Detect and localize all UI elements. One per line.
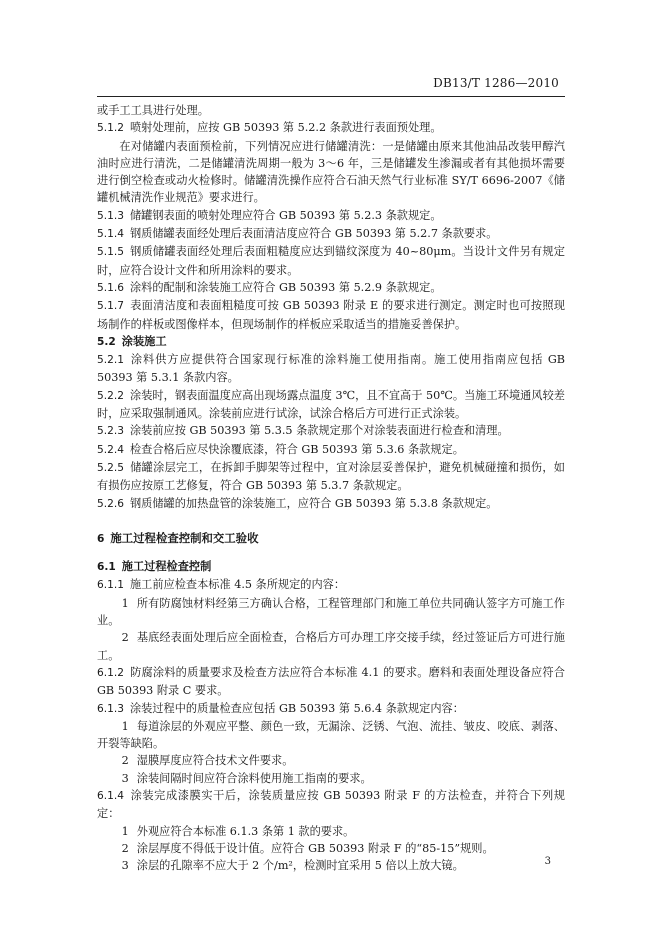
clause-paragraph [97,700,565,718]
clause-number: 5.1.2 [97,122,124,135]
clause-text: 施工过程检查控制和交工验收 [110,530,259,545]
clause-text: 涂层的孔隙率不应大于 2 个/m²，检测时宜采用 5 倍以上放大镜。 [136,859,464,873]
spacer [97,548,565,558]
clause-text: 防腐涂料的质量要求及检查方法应符合本标准 4.1 的要求。磨料和表面处理设备应符合 GB 50393 附录 C 要求。 [97,665,565,698]
clause-text: 所有防腐蚀材料经第三方确认合格，工程管理部门和施工单位共同确认签字方可施工作业。 [97,596,565,628]
clause-number: 5.2.6 [97,497,124,510]
list-item [97,770,565,787]
section-heading [97,530,565,548]
clause-number: 6 [97,532,105,545]
clause-text: 涂装间隔时间应符合涂料使用施工指南的要求。 [136,771,372,785]
list-item [97,629,565,664]
clause-number: 1 [121,596,129,610]
clause-paragraph [97,387,565,423]
clause-number: 5.2.5 [97,461,124,474]
clause-text: 检查合格后应尽快涂覆底漆，符合 GB 50393 第 5.3.6 条款规定。 [129,442,464,456]
clause-paragraph [97,495,565,513]
clause-paragraph [97,119,565,137]
clause-number: 6.1 [97,561,116,574]
clause-number: 2 [121,841,129,855]
clause-text: 涂层厚度不得低于设计值。应符合 GB 50393 附录 F 的“85-15”规则。 [136,841,494,855]
clause-text: 涂装过程中的质量检查应包括 GB 50393 第 5.6.4 条款规定内容： [129,701,464,715]
clause-number: 5.1.5 [97,246,124,259]
clause-number: 3 [121,859,129,873]
list-item [97,840,565,857]
clause-text: 或手工工具进行处理。 [97,104,209,117]
subsection-heading [97,558,565,576]
clause-paragraph [97,459,565,495]
header-rule [97,96,565,97]
clause-number: 5.2.3 [97,425,124,438]
clause-text: 涂料供方应提供符合国家现行标准的涂料施工使用指南。施工使用指南应包括 GB 50393 第 5.3.1 条款内容。 [97,353,565,385]
clause-number: 2 [121,631,129,645]
list-item [97,718,565,753]
clause-text: 涂料的配制和涂装施工应符合 GB 50393 第 5.2.9 条款规定。 [129,280,442,294]
clause-number: 5.2.2 [97,389,124,402]
clause-text: 涂装前应按 GB 50393 第 5.3.5 条款规定那个对涂装表面进行检查和清理。 [129,424,509,438]
document-body [97,102,565,874]
clause-paragraph [97,225,565,243]
clause-number: 2 [121,754,129,768]
clause-number: 5.1.7 [97,300,124,313]
clause-paragraph [97,243,565,279]
clause-number: 5.1.6 [97,281,124,294]
clause-number: 6.1.2 [97,666,124,679]
list-item [97,595,565,630]
clause-paragraph [97,664,565,700]
clause-paragraph [97,787,565,823]
clause-number: 5.2 [97,335,116,348]
clause-paragraph [97,576,565,594]
clause-text: 储罐涂层完工，在拆卸手脚架等过程中，宜对涂层妥善保护，避免机械碰撞和损伤，如有损伤应按原工艺修复，符合 GB 50393 第 5.3.7 条款规定。 [97,460,565,493]
list-item [97,857,565,874]
clause-text: 每道涂层的外观应平整、颜色一致，无漏涂、泛锈、气泡、流挂、皱皮、咬底、剥落、开裂等缺陷。 [97,719,565,751]
clause-paragraph [97,207,565,225]
clause-number: 5.1.3 [97,209,124,222]
clause-text: 施工过程检查控制 [121,560,212,574]
clause-text: 湿膜厚度应符合技术文件要求。 [136,754,294,768]
list-item [97,752,565,769]
clause-text: 钢质储罐的加热盘管的涂装施工，应符合 GB 50393 第 5.3.8 条款规定。 [129,496,498,510]
clause-paragraph [97,441,565,459]
clause-text: 涂装完成漆膜实干后，涂装质量应按 GB 50393 附录 F 的方法检查，并符合下列规定： [97,788,565,821]
clause-text: 施工前应检查本标准 4.5 条所规定的内容： [129,578,346,592]
subsection-heading [97,333,565,351]
clause-text: 喷射处理前，应按 GB 50393 第 5.2.2 条款进行表面预处理。 [129,121,442,135]
paragraph [97,138,565,207]
clause-number: 5.1.4 [97,228,124,241]
clause-number: 6.1.1 [97,579,124,592]
clause-text: 钢质储罐表面经处理后表面粗糙度应达到锚纹深度为 40~80μm。当设计文件另有规定时，应符合设计文件和所用涂料的要求。 [97,245,565,277]
clause-number: 5.2.1 [97,354,124,367]
document-code-header: DB13/T 1286—2010 [433,76,559,90]
spacer [97,513,565,530]
clause-text: 在对储罐内表面预检前，下列情况应进行储罐清洗：一是储罐由原来其他油品改装甲醇汽油时应进行清洗，二是储罐清洗周期一般为 3～6 年，三是储罐发生渗漏或者有其他损坏需要进行倒空检查或动火检修时。储罐清洗操作应符合石油天然气行业标准 SY/T 6696-2007《储罐机械清洗作业规范》要求进行。 [97,139,565,205]
clause-number: 1 [121,824,129,838]
clause-number: 3 [121,771,129,785]
clause-number: 6.1.4 [97,789,124,802]
clause-text: 外观应符合本标准 6.1.3 条第 1 款的要求。 [136,824,355,838]
clause-text: 表面清洁度和表面粗糙度可按 GB 50393 附录 E 的要求进行测定。测定时也可按照现场制作的样板或图像样本，但现场制作的样板应采取适当的措施妥善保护。 [97,299,565,331]
clause-paragraph [97,297,565,333]
clause-text: 钢质储罐表面经处理后表面清洁度应符合 GB 50393 第 5.2.7 条款要求。 [129,227,498,241]
clause-text: 储罐钢表面的喷射处理应符合 GB 50393 第 5.2.3 条款规定。 [129,208,442,222]
page-number: 3 [544,856,551,867]
clause-text: 涂装时，钢表面温度应高出现场露点温度 3℃，且不宜高于 50℃。当施工环境通风较差时，应采取强制通风。涂装前应进行试涂，试涂合格后方可进行正式涂装。 [97,388,565,421]
clause-text: 涂装施工 [121,334,167,348]
list-item [97,823,565,840]
clause-paragraph [97,279,565,297]
clause-text: 基底经表面处理后应全面检查，合格后方可办理工序交接手续，经过签证后方可进行施工。 [97,631,565,662]
clause-paragraph [97,102,565,119]
clause-number: 1 [121,719,129,733]
clause-number: 5.2.4 [97,443,124,456]
clause-paragraph [97,351,565,387]
clause-number: 6.1.3 [97,702,124,715]
clause-paragraph [97,422,565,440]
